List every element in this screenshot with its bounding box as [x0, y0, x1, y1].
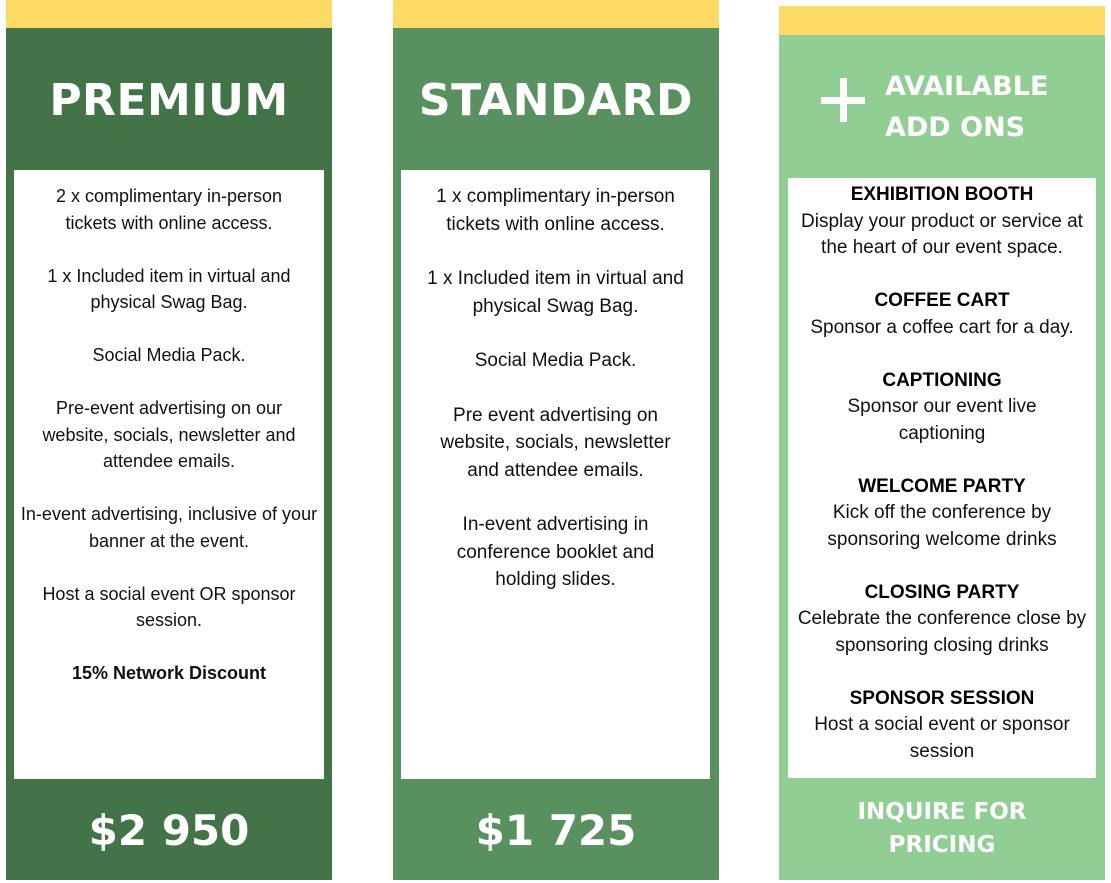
addon-item [788, 580, 1096, 660]
addon-item [788, 686, 1096, 766]
addon-description: Host a social event or sponsor session [814, 714, 1070, 762]
premium-features-box [14, 170, 324, 779]
inquire-line2: PRICING [888, 832, 996, 858]
standard-feature: Social Media Pack. [474, 350, 637, 371]
standard-top-stripe [393, 0, 719, 28]
standard-feature: 1 x complimentary in-person tickets with online access. [436, 186, 675, 235]
addon-item [788, 288, 1096, 341]
premium-title: PREMIUM [49, 75, 289, 126]
standard-feature: 1 x Included item in virtual and physical Swag Bag. [427, 268, 684, 317]
premium-feature: 2 x complimentary in-person tickets with online access. [55, 186, 283, 233]
addon-name: WELCOME PARTY [858, 475, 1026, 497]
addon-description: Sponsor our event live captioning [847, 396, 1037, 444]
standard-feature: Pre event advertising on website, socials, newsletter and attendee emails. [440, 404, 671, 481]
addons-inquire-pricing [779, 796, 1105, 862]
standard-card [393, 0, 719, 880]
standard-price: $1 725 [475, 806, 637, 855]
addon-item [788, 182, 1096, 262]
premium-feature: Social Media Pack. [92, 345, 246, 365]
addon-item [788, 368, 1096, 448]
addon-name: CAPTIONING [882, 369, 1002, 391]
addon-name: EXHIBITION BOOTH [850, 184, 1034, 205]
premium-feature: Pre-event advertising on our website, socials, newsletter and attendee emails. [42, 398, 296, 471]
standard-features-box [401, 170, 710, 779]
inquire-line1: INQUIRE FOR [857, 799, 1027, 825]
premium-feature: In-event advertising, inclusive of your banner at the event. [20, 504, 318, 551]
premium-price: $2 950 [88, 806, 250, 855]
addons-title-line2: ADD ONS [885, 112, 1026, 143]
addon-name: COFFEE CART [874, 290, 1010, 311]
addons-title-line1: AVAILABLE [885, 71, 1049, 102]
addons-title [885, 66, 1048, 148]
premium-top-stripe [6, 0, 332, 28]
addon-name: SPONSOR SESSION [849, 687, 1035, 709]
addon-name: CLOSING PARTY [864, 581, 1020, 603]
premium-discount: 15% Network Discount [71, 663, 267, 683]
premium-card [6, 0, 332, 880]
addon-description: Display your product or service at the heart of our event space. [801, 210, 1083, 258]
addon-item [788, 474, 1096, 554]
addon-description: Kick off the conference by sponsoring welcome drinks [827, 502, 1057, 550]
plus-icon [821, 78, 865, 122]
addon-description: Celebrate the conference close by sponsoring closing drinks [797, 608, 1087, 656]
addon-description: Sponsor a coffee cart for a day. [810, 316, 1074, 338]
addons-top-stripe [779, 6, 1105, 35]
addons-card [779, 6, 1105, 880]
addons-list-box [788, 178, 1096, 778]
standard-title: STANDARD [418, 75, 694, 126]
premium-feature: 1 x Included item in virtual and physical Swag Bag. [47, 265, 291, 312]
standard-feature: In-event advertising in conference booklet and holding slides. [456, 514, 655, 590]
premium-feature: Host a social event OR sponsor session. [42, 583, 296, 630]
